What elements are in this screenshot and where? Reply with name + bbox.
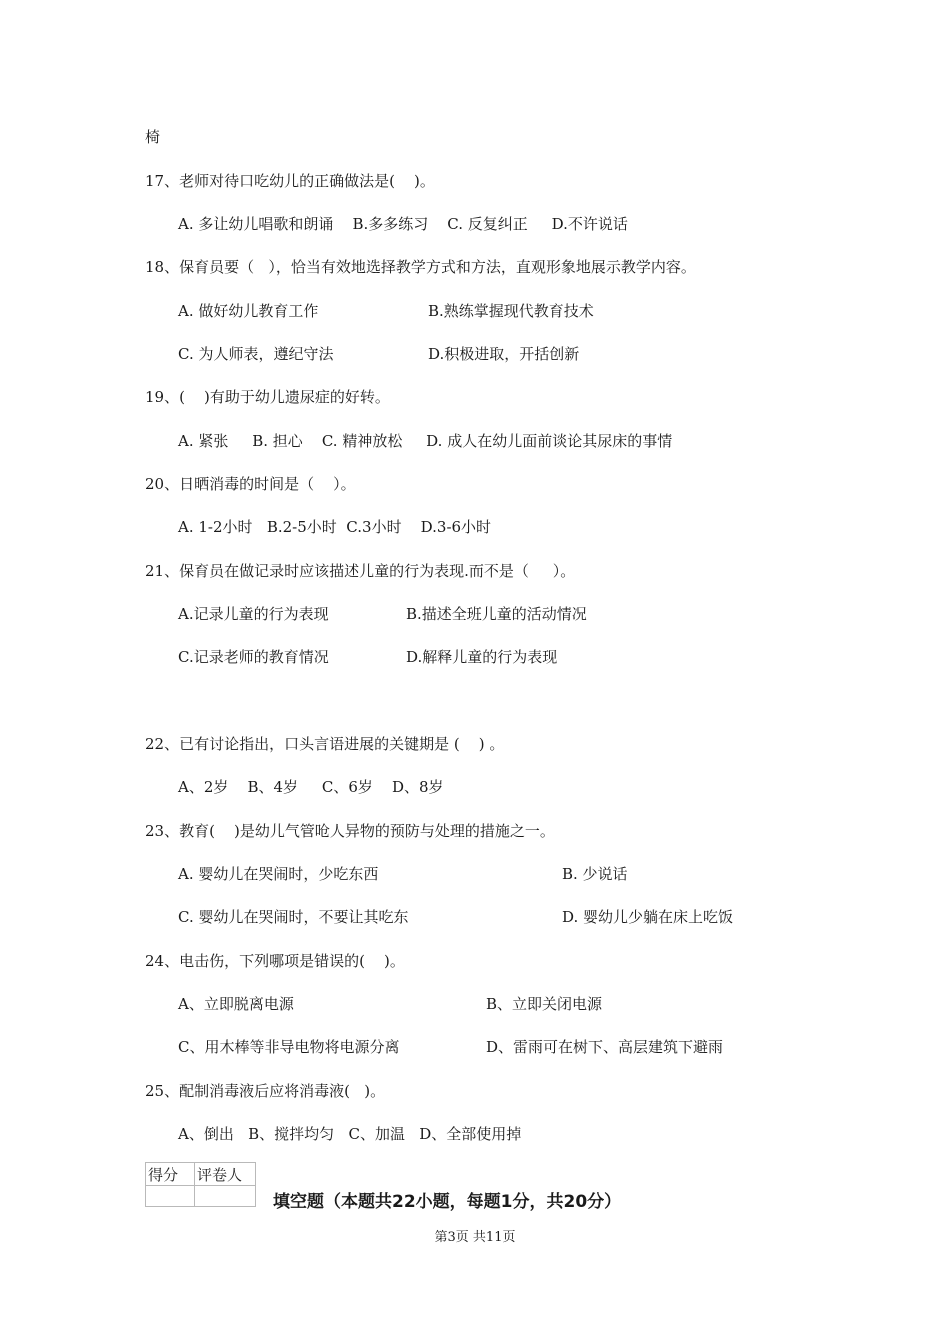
question-21-option-b: B.描述全班儿童的活动情况: [406, 605, 587, 623]
question-24: 24、电击伤，下列哪项是错误的( )。: [145, 952, 405, 970]
question-17: 17、老师对待口吃幼儿的正确做法是( )。: [145, 172, 435, 190]
question-20-options: A. 1-2小时 B.2-5小时 C.3小时 D.3-6小时: [178, 518, 492, 536]
question-18-option-d: D.积极进取，开括创新: [428, 345, 580, 363]
grader-label: 评卷人: [195, 1163, 256, 1186]
question-18-option-c: C. 为人师表，遵纪守法: [178, 345, 334, 363]
grader-cell: [195, 1186, 256, 1207]
question-22-options: A、2岁 B、4岁 C、6岁 D、8岁: [178, 778, 444, 796]
question-23: 23、教育( )是幼儿气管呛人异物的预防与处理的措施之一。: [145, 822, 555, 840]
question-21: 21、保育员在做记录时应该描述儿童的行为表现.而不是（ ）。: [145, 562, 576, 580]
question-21-option-c: C.记录老师的教育情况: [178, 648, 329, 666]
line-continuation: 椅: [145, 128, 161, 146]
question-23-option-a: A. 婴幼儿在哭闹时，少吃东西: [178, 865, 379, 883]
question-17-options: A. 多让幼儿唱歌和朗诵 B.多多练习 C. 反复纠正 D.不许说话: [178, 215, 628, 233]
score-box: [145, 1162, 256, 1207]
score-label: 得分: [146, 1163, 195, 1186]
question-24-option-a: A、立即脱离电源: [178, 995, 294, 1013]
question-23-option-c: C. 婴幼儿在哭闹时，不要让其吃东: [178, 908, 409, 926]
question-20: 20、日晒消毒的时间是（ ）。: [145, 475, 356, 493]
question-18-option-b: B.熟练掌握现代教育技术: [428, 302, 594, 320]
question-24-option-b: B、立即关闭电源: [486, 995, 603, 1013]
question-19-options: A. 紧张 B. 担心 C. 精神放松 D. 成人在幼儿面前谈论其尿床的事情: [178, 432, 673, 450]
score-cell: [146, 1186, 195, 1207]
question-18: 18、保育员要（ ），恰当有效地选择教学方式和方法，直观形象地展示教学内容。: [145, 258, 696, 276]
page-footer: 第3页 共11页: [434, 1230, 516, 1245]
question-24-option-d: D、雷雨可在树下、高层建筑下避雨: [486, 1038, 724, 1056]
question-24-option-c: C、用木棒等非导电物将电源分离: [178, 1038, 400, 1056]
question-25: 25、配制消毒液后应将消毒液( )。: [145, 1082, 386, 1100]
question-25-options: A、倒出 B、搅拌均匀 C、加温 D、全部使用掉: [178, 1125, 522, 1143]
question-19: 19、( )有助于幼儿遗尿症的好转。: [145, 388, 390, 406]
question-23-option-d: D. 婴幼儿少躺在床上吃饭: [562, 908, 734, 926]
section-title: 填空题（本题共22小题，每题1分，共20分）: [273, 1192, 622, 1212]
question-18-option-a: A. 做好幼儿教育工作: [178, 302, 319, 320]
question-21-option-a: A.记录儿童的行为表现: [178, 605, 329, 623]
question-23-option-b: B. 少说话: [562, 865, 628, 883]
question-21-option-d: D.解释儿童的行为表现: [406, 648, 558, 666]
question-22: 22、已有讨论指出，口头言语进展的关键期是 ( ) 。: [145, 735, 505, 753]
